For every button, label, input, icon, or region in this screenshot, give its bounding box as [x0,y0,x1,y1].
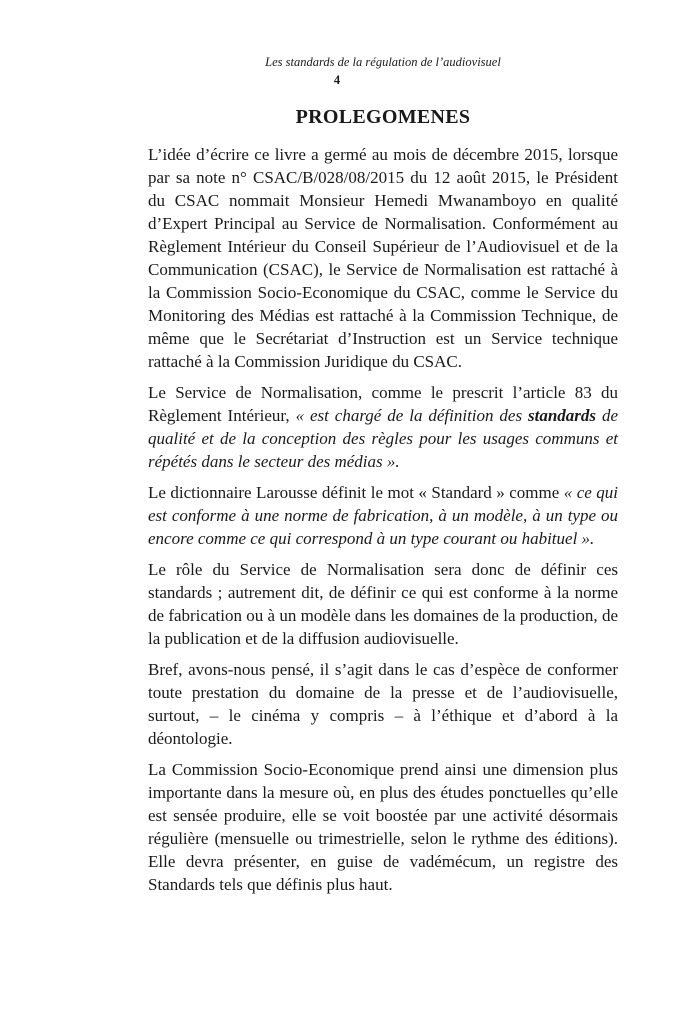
paragraph-6 [148,758,618,896]
text-run: L’idée d’écrire ce livre a germé au mois de décembre 2015, lorsque par sa note n° CSAC/B/028/08/2015 du 12 août 2015, le Président du CSAC nommait Monsieur Hemedi Mwanamboyo en qualité d’Expert Principal au Service de Normalisation. Conformément au Règlement Intérieur du Conseil Supérieur de l’Audiovisuel et de la Communication (CSAC), le Service de Normalisation est rattaché à la Commission Socio-Economique du CSAC, comme le Service du Monitoring des Médias est rattaché à la Commission Technique, de même que le Secrétariat d’Instruction est un Service technique rattaché à la Commission Juridique du CSAC. [148,145,618,371]
text-run: de qualité et de la conception des règles pour les usages communs et répétés dans le secteur des médias ». [148,406,619,471]
paragraph-2 [148,381,618,473]
page-header [148,55,618,88]
running-header: Les standards de la régulation de l’audiovisuel [265,55,501,69]
text-run: « est chargé de la définition des [295,406,529,425]
page-title: PROLEGOMENES [295,106,471,128]
document-body [148,143,618,896]
paragraph-1 [148,143,618,373]
text-run: Le rôle du Service de Normalisation sera donc de définir ces standards ; autrement dit, de définir ce qui est conforme à la norme de fabrication ou à un modèle dans les domaines de la production, de la publication et de la diffusion audiovisuelle. [148,560,618,648]
paragraph-4 [148,558,618,650]
text-run: standards [528,406,597,425]
text-run: La Commission Socio-Economique prend ainsi une dimension plus importante dans la mesure où, en plus des études ponctuelles qu’elle est sensée produire, elle se voit boostée par une activité désormais régulière (mensuelle ou trimestrielle, selon le rythme des éditions). Elle devra présenter, en guise de vadémécum, un registre des Standards tels que définis plus haut. [148,760,618,894]
page-number: 4 [333,73,341,87]
text-run: Bref, avons-nous pensé, il s’agit dans le cas d’espèce de conformer toute prestation du domaine de la presse et de l’audiovisuelle, surtout, – le cinéma y compris – à l’éthique et d’abord à la déontologie. [148,660,618,748]
text-run: Le Service de Normalisation, comme le prescrit l’article 83 du Règlement Intérieur, [148,383,618,425]
paragraph-5 [148,658,618,750]
paragraph-3 [148,481,618,550]
text-run: Le dictionnaire Larousse définit le mot « Standard » comme [148,483,564,502]
text-run: « ce qui est conforme à une norme de fabrication, à un modèle, à un type ou encore comme ce qui correspond à un type courant ou habituel ». [148,483,618,548]
